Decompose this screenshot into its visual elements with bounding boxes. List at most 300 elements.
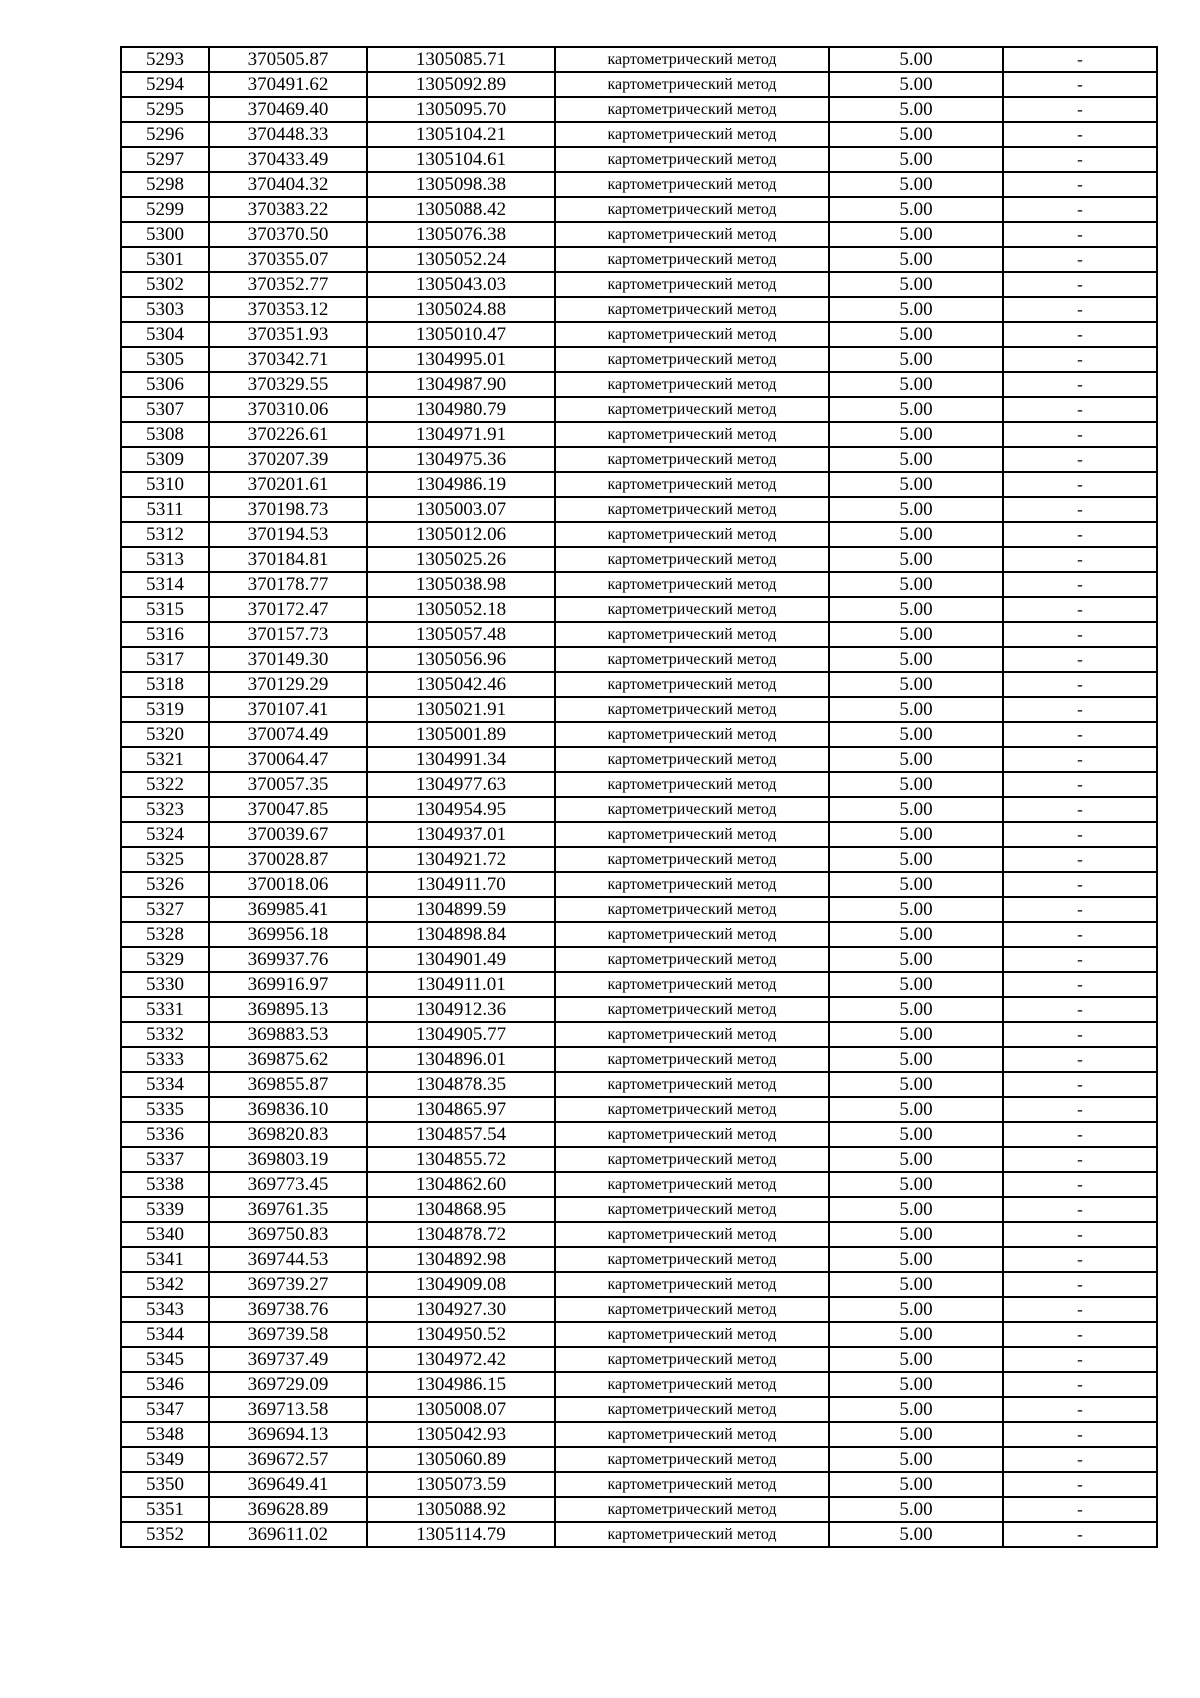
accuracy-cell: 5.00 bbox=[829, 897, 1003, 922]
point-number-cell: 5348 bbox=[121, 1422, 209, 1447]
x-coordinate-cell: 369937.76 bbox=[209, 947, 367, 972]
description-cell: - bbox=[1003, 1472, 1157, 1497]
x-coordinate-cell: 369820.83 bbox=[209, 1122, 367, 1147]
table-row bbox=[121, 1372, 1157, 1397]
method-cell: картометрический метод bbox=[555, 172, 829, 197]
x-coordinate-cell: 369803.19 bbox=[209, 1147, 367, 1172]
table-row bbox=[121, 1322, 1157, 1347]
description-cell: - bbox=[1003, 197, 1157, 222]
point-number-cell: 5310 bbox=[121, 472, 209, 497]
table-row bbox=[121, 522, 1157, 547]
x-coordinate-cell: 369729.09 bbox=[209, 1372, 367, 1397]
table-row bbox=[121, 1497, 1157, 1522]
description-cell: - bbox=[1003, 997, 1157, 1022]
table-row bbox=[121, 1472, 1157, 1497]
point-number-cell: 5328 bbox=[121, 922, 209, 947]
method-cell: картометрический метод bbox=[555, 1297, 829, 1322]
method-cell: картометрический метод bbox=[555, 247, 829, 272]
x-coordinate-cell: 369883.53 bbox=[209, 1022, 367, 1047]
accuracy-cell: 5.00 bbox=[829, 772, 1003, 797]
table-row bbox=[121, 347, 1157, 372]
table-row bbox=[121, 447, 1157, 472]
accuracy-cell: 5.00 bbox=[829, 1472, 1003, 1497]
description-cell: - bbox=[1003, 422, 1157, 447]
description-cell: - bbox=[1003, 1247, 1157, 1272]
point-number-cell: 5341 bbox=[121, 1247, 209, 1272]
method-cell: картометрический метод bbox=[555, 972, 829, 997]
point-number-cell: 5335 bbox=[121, 1097, 209, 1122]
accuracy-cell: 5.00 bbox=[829, 1122, 1003, 1147]
y-coordinate-cell: 1304911.70 bbox=[367, 872, 555, 897]
y-coordinate-cell: 1305057.48 bbox=[367, 622, 555, 647]
point-number-cell: 5300 bbox=[121, 222, 209, 247]
table-row bbox=[121, 1347, 1157, 1372]
table-row bbox=[121, 97, 1157, 122]
x-coordinate-cell: 370018.06 bbox=[209, 872, 367, 897]
method-cell: картометрический метод bbox=[555, 572, 829, 597]
y-coordinate-cell: 1304987.90 bbox=[367, 372, 555, 397]
point-number-cell: 5295 bbox=[121, 97, 209, 122]
method-cell: картометрический метод bbox=[555, 522, 829, 547]
description-cell: - bbox=[1003, 72, 1157, 97]
accuracy-cell: 5.00 bbox=[829, 1497, 1003, 1522]
method-cell: картометрический метод bbox=[555, 347, 829, 372]
coordinates-table-body bbox=[121, 47, 1157, 1547]
accuracy-cell: 5.00 bbox=[829, 1247, 1003, 1272]
description-cell: - bbox=[1003, 47, 1157, 72]
method-cell: картометрический метод bbox=[555, 272, 829, 297]
x-coordinate-cell: 370353.12 bbox=[209, 297, 367, 322]
y-coordinate-cell: 1304950.52 bbox=[367, 1322, 555, 1347]
y-coordinate-cell: 1304911.01 bbox=[367, 972, 555, 997]
point-number-cell: 5343 bbox=[121, 1297, 209, 1322]
point-number-cell: 5311 bbox=[121, 497, 209, 522]
y-coordinate-cell: 1305073.59 bbox=[367, 1472, 555, 1497]
x-coordinate-cell: 369761.35 bbox=[209, 1197, 367, 1222]
method-cell: картометрический метод bbox=[555, 397, 829, 422]
x-coordinate-cell: 370107.41 bbox=[209, 697, 367, 722]
accuracy-cell: 5.00 bbox=[829, 1422, 1003, 1447]
y-coordinate-cell: 1304912.36 bbox=[367, 997, 555, 1022]
y-coordinate-cell: 1304878.35 bbox=[367, 1072, 555, 1097]
method-cell: картометрический метод bbox=[555, 1172, 829, 1197]
accuracy-cell: 5.00 bbox=[829, 1447, 1003, 1472]
table-row bbox=[121, 547, 1157, 572]
method-cell: картометрический метод bbox=[555, 922, 829, 947]
table-row bbox=[121, 222, 1157, 247]
description-cell: - bbox=[1003, 547, 1157, 572]
accuracy-cell: 5.00 bbox=[829, 447, 1003, 472]
y-coordinate-cell: 1304899.59 bbox=[367, 897, 555, 922]
x-coordinate-cell: 369895.13 bbox=[209, 997, 367, 1022]
y-coordinate-cell: 1304855.72 bbox=[367, 1147, 555, 1172]
point-number-cell: 5347 bbox=[121, 1397, 209, 1422]
accuracy-cell: 5.00 bbox=[829, 147, 1003, 172]
accuracy-cell: 5.00 bbox=[829, 547, 1003, 572]
description-cell: - bbox=[1003, 922, 1157, 947]
description-cell: - bbox=[1003, 1147, 1157, 1172]
method-cell: картометрический метод bbox=[555, 1522, 829, 1547]
table-row bbox=[121, 797, 1157, 822]
description-cell: - bbox=[1003, 347, 1157, 372]
point-number-cell: 5346 bbox=[121, 1372, 209, 1397]
table-row bbox=[121, 1122, 1157, 1147]
table-row bbox=[121, 947, 1157, 972]
accuracy-cell: 5.00 bbox=[829, 497, 1003, 522]
accuracy-cell: 5.00 bbox=[829, 1197, 1003, 1222]
y-coordinate-cell: 1304878.72 bbox=[367, 1222, 555, 1247]
y-coordinate-cell: 1304937.01 bbox=[367, 822, 555, 847]
accuracy-cell: 5.00 bbox=[829, 272, 1003, 297]
table-row bbox=[121, 172, 1157, 197]
table-row bbox=[121, 1147, 1157, 1172]
accuracy-cell: 5.00 bbox=[829, 997, 1003, 1022]
description-cell: - bbox=[1003, 1197, 1157, 1222]
x-coordinate-cell: 370207.39 bbox=[209, 447, 367, 472]
table-row bbox=[121, 397, 1157, 422]
description-cell: - bbox=[1003, 1447, 1157, 1472]
table-row bbox=[121, 497, 1157, 522]
point-number-cell: 5316 bbox=[121, 622, 209, 647]
point-number-cell: 5349 bbox=[121, 1447, 209, 1472]
description-cell: - bbox=[1003, 647, 1157, 672]
accuracy-cell: 5.00 bbox=[829, 372, 1003, 397]
y-coordinate-cell: 1305038.98 bbox=[367, 572, 555, 597]
x-coordinate-cell: 370355.07 bbox=[209, 247, 367, 272]
accuracy-cell: 5.00 bbox=[829, 72, 1003, 97]
description-cell: - bbox=[1003, 372, 1157, 397]
x-coordinate-cell: 369672.57 bbox=[209, 1447, 367, 1472]
description-cell: - bbox=[1003, 1222, 1157, 1247]
y-coordinate-cell: 1305042.93 bbox=[367, 1422, 555, 1447]
method-cell: картометрический метод bbox=[555, 372, 829, 397]
point-number-cell: 5342 bbox=[121, 1272, 209, 1297]
accuracy-cell: 5.00 bbox=[829, 872, 1003, 897]
method-cell: картометрический метод bbox=[555, 147, 829, 172]
point-number-cell: 5299 bbox=[121, 197, 209, 222]
accuracy-cell: 5.00 bbox=[829, 247, 1003, 272]
description-cell: - bbox=[1003, 1322, 1157, 1347]
x-coordinate-cell: 370491.62 bbox=[209, 72, 367, 97]
point-number-cell: 5352 bbox=[121, 1522, 209, 1547]
point-number-cell: 5339 bbox=[121, 1197, 209, 1222]
accuracy-cell: 5.00 bbox=[829, 1147, 1003, 1172]
table-row bbox=[121, 1272, 1157, 1297]
table-row bbox=[121, 1397, 1157, 1422]
method-cell: картометрический метод bbox=[555, 622, 829, 647]
table-row bbox=[121, 697, 1157, 722]
description-cell: - bbox=[1003, 122, 1157, 147]
method-cell: картометрический метод bbox=[555, 1322, 829, 1347]
y-coordinate-cell: 1305025.26 bbox=[367, 547, 555, 572]
description-cell: - bbox=[1003, 1372, 1157, 1397]
point-number-cell: 5312 bbox=[121, 522, 209, 547]
accuracy-cell: 5.00 bbox=[829, 1047, 1003, 1072]
accuracy-cell: 5.00 bbox=[829, 472, 1003, 497]
x-coordinate-cell: 369916.97 bbox=[209, 972, 367, 997]
x-coordinate-cell: 370505.87 bbox=[209, 47, 367, 72]
description-cell: - bbox=[1003, 1097, 1157, 1122]
method-cell: картометрический метод bbox=[555, 1097, 829, 1122]
description-cell: - bbox=[1003, 322, 1157, 347]
point-number-cell: 5303 bbox=[121, 297, 209, 322]
x-coordinate-cell: 370198.73 bbox=[209, 497, 367, 522]
x-coordinate-cell: 370351.93 bbox=[209, 322, 367, 347]
x-coordinate-cell: 369744.53 bbox=[209, 1247, 367, 1272]
description-cell: - bbox=[1003, 747, 1157, 772]
description-cell: - bbox=[1003, 497, 1157, 522]
table-row bbox=[121, 622, 1157, 647]
accuracy-cell: 5.00 bbox=[829, 672, 1003, 697]
table-row bbox=[121, 847, 1157, 872]
description-cell: - bbox=[1003, 1072, 1157, 1097]
method-cell: картометрический метод bbox=[555, 997, 829, 1022]
accuracy-cell: 5.00 bbox=[829, 922, 1003, 947]
y-coordinate-cell: 1304954.95 bbox=[367, 797, 555, 822]
x-coordinate-cell: 369855.87 bbox=[209, 1072, 367, 1097]
y-coordinate-cell: 1305024.88 bbox=[367, 297, 555, 322]
y-coordinate-cell: 1305001.89 bbox=[367, 722, 555, 747]
accuracy-cell: 5.00 bbox=[829, 722, 1003, 747]
description-cell: - bbox=[1003, 1172, 1157, 1197]
accuracy-cell: 5.00 bbox=[829, 1072, 1003, 1097]
accuracy-cell: 5.00 bbox=[829, 847, 1003, 872]
point-number-cell: 5338 bbox=[121, 1172, 209, 1197]
x-coordinate-cell: 370404.32 bbox=[209, 172, 367, 197]
method-cell: картометрический метод bbox=[555, 697, 829, 722]
y-coordinate-cell: 1305085.71 bbox=[367, 47, 555, 72]
table-row bbox=[121, 247, 1157, 272]
accuracy-cell: 5.00 bbox=[829, 947, 1003, 972]
description-cell: - bbox=[1003, 172, 1157, 197]
x-coordinate-cell: 370383.22 bbox=[209, 197, 367, 222]
point-number-cell: 5330 bbox=[121, 972, 209, 997]
y-coordinate-cell: 1304975.36 bbox=[367, 447, 555, 472]
accuracy-cell: 5.00 bbox=[829, 522, 1003, 547]
y-coordinate-cell: 1304865.97 bbox=[367, 1097, 555, 1122]
method-cell: картометрический метод bbox=[555, 772, 829, 797]
point-number-cell: 5344 bbox=[121, 1322, 209, 1347]
accuracy-cell: 5.00 bbox=[829, 647, 1003, 672]
x-coordinate-cell: 370433.49 bbox=[209, 147, 367, 172]
method-cell: картометрический метод bbox=[555, 1272, 829, 1297]
table-row bbox=[121, 772, 1157, 797]
point-number-cell: 5315 bbox=[121, 597, 209, 622]
y-coordinate-cell: 1305092.89 bbox=[367, 72, 555, 97]
table-row bbox=[121, 572, 1157, 597]
point-number-cell: 5317 bbox=[121, 647, 209, 672]
point-number-cell: 5318 bbox=[121, 672, 209, 697]
y-coordinate-cell: 1305114.79 bbox=[367, 1522, 555, 1547]
table-row bbox=[121, 472, 1157, 497]
point-number-cell: 5321 bbox=[121, 747, 209, 772]
point-number-cell: 5298 bbox=[121, 172, 209, 197]
point-number-cell: 5337 bbox=[121, 1147, 209, 1172]
point-number-cell: 5305 bbox=[121, 347, 209, 372]
accuracy-cell: 5.00 bbox=[829, 1297, 1003, 1322]
x-coordinate-cell: 370039.67 bbox=[209, 822, 367, 847]
accuracy-cell: 5.00 bbox=[829, 297, 1003, 322]
table-row bbox=[121, 1522, 1157, 1547]
point-number-cell: 5307 bbox=[121, 397, 209, 422]
x-coordinate-cell: 369956.18 bbox=[209, 922, 367, 947]
x-coordinate-cell: 370057.35 bbox=[209, 772, 367, 797]
point-number-cell: 5301 bbox=[121, 247, 209, 272]
method-cell: картометрический метод bbox=[555, 647, 829, 672]
point-number-cell: 5336 bbox=[121, 1122, 209, 1147]
accuracy-cell: 5.00 bbox=[829, 1172, 1003, 1197]
x-coordinate-cell: 370310.06 bbox=[209, 397, 367, 422]
x-coordinate-cell: 370028.87 bbox=[209, 847, 367, 872]
accuracy-cell: 5.00 bbox=[829, 1322, 1003, 1347]
point-number-cell: 5340 bbox=[121, 1222, 209, 1247]
method-cell: картометрический метод bbox=[555, 872, 829, 897]
accuracy-cell: 5.00 bbox=[829, 1372, 1003, 1397]
x-coordinate-cell: 369739.58 bbox=[209, 1322, 367, 1347]
point-number-cell: 5308 bbox=[121, 422, 209, 447]
y-coordinate-cell: 1304980.79 bbox=[367, 397, 555, 422]
x-coordinate-cell: 369875.62 bbox=[209, 1047, 367, 1072]
x-coordinate-cell: 369694.13 bbox=[209, 1422, 367, 1447]
x-coordinate-cell: 370329.55 bbox=[209, 372, 367, 397]
method-cell: картометрический метод bbox=[555, 1472, 829, 1497]
point-number-cell: 5327 bbox=[121, 897, 209, 922]
y-coordinate-cell: 1305010.47 bbox=[367, 322, 555, 347]
x-coordinate-cell: 370184.81 bbox=[209, 547, 367, 572]
description-cell: - bbox=[1003, 1022, 1157, 1047]
method-cell: картометрический метод bbox=[555, 72, 829, 97]
table-row bbox=[121, 322, 1157, 347]
table-row bbox=[121, 372, 1157, 397]
accuracy-cell: 5.00 bbox=[829, 197, 1003, 222]
x-coordinate-cell: 370157.73 bbox=[209, 622, 367, 647]
y-coordinate-cell: 1305104.61 bbox=[367, 147, 555, 172]
accuracy-cell: 5.00 bbox=[829, 972, 1003, 997]
y-coordinate-cell: 1304995.01 bbox=[367, 347, 555, 372]
method-cell: картометрический метод bbox=[555, 122, 829, 147]
point-number-cell: 5293 bbox=[121, 47, 209, 72]
accuracy-cell: 5.00 bbox=[829, 822, 1003, 847]
y-coordinate-cell: 1304896.01 bbox=[367, 1047, 555, 1072]
method-cell: картометрический метод bbox=[555, 1247, 829, 1272]
table-row bbox=[121, 672, 1157, 697]
method-cell: картометрический метод bbox=[555, 722, 829, 747]
y-coordinate-cell: 1305104.21 bbox=[367, 122, 555, 147]
method-cell: картометрический метод bbox=[555, 1397, 829, 1422]
x-coordinate-cell: 370149.30 bbox=[209, 647, 367, 672]
method-cell: картометрический метод bbox=[555, 322, 829, 347]
description-cell: - bbox=[1003, 1047, 1157, 1072]
method-cell: картометрический метод bbox=[555, 1372, 829, 1397]
method-cell: картометрический метод bbox=[555, 297, 829, 322]
y-coordinate-cell: 1305088.42 bbox=[367, 197, 555, 222]
method-cell: картометрический метод bbox=[555, 1072, 829, 1097]
table-row bbox=[121, 922, 1157, 947]
y-coordinate-cell: 1304857.54 bbox=[367, 1122, 555, 1147]
accuracy-cell: 5.00 bbox=[829, 1272, 1003, 1297]
x-coordinate-cell: 370342.71 bbox=[209, 347, 367, 372]
accuracy-cell: 5.00 bbox=[829, 122, 1003, 147]
description-cell: - bbox=[1003, 1297, 1157, 1322]
y-coordinate-cell: 1304977.63 bbox=[367, 772, 555, 797]
description-cell: - bbox=[1003, 97, 1157, 122]
y-coordinate-cell: 1305008.07 bbox=[367, 1397, 555, 1422]
x-coordinate-cell: 370226.61 bbox=[209, 422, 367, 447]
y-coordinate-cell: 1304986.19 bbox=[367, 472, 555, 497]
method-cell: картометрический метод bbox=[555, 1022, 829, 1047]
method-cell: картометрический метод bbox=[555, 672, 829, 697]
table-row bbox=[121, 422, 1157, 447]
description-cell: - bbox=[1003, 672, 1157, 697]
accuracy-cell: 5.00 bbox=[829, 422, 1003, 447]
accuracy-cell: 5.00 bbox=[829, 172, 1003, 197]
point-number-cell: 5297 bbox=[121, 147, 209, 172]
y-coordinate-cell: 1305056.96 bbox=[367, 647, 555, 672]
x-coordinate-cell: 369649.41 bbox=[209, 1472, 367, 1497]
y-coordinate-cell: 1305003.07 bbox=[367, 497, 555, 522]
y-coordinate-cell: 1305060.89 bbox=[367, 1447, 555, 1472]
table-row bbox=[121, 647, 1157, 672]
y-coordinate-cell: 1304909.08 bbox=[367, 1272, 555, 1297]
accuracy-cell: 5.00 bbox=[829, 347, 1003, 372]
method-cell: картометрический метод bbox=[555, 1122, 829, 1147]
method-cell: картометрический метод bbox=[555, 1222, 829, 1247]
accuracy-cell: 5.00 bbox=[829, 1522, 1003, 1547]
point-number-cell: 5304 bbox=[121, 322, 209, 347]
y-coordinate-cell: 1305098.38 bbox=[367, 172, 555, 197]
description-cell: - bbox=[1003, 572, 1157, 597]
x-coordinate-cell: 370370.50 bbox=[209, 222, 367, 247]
accuracy-cell: 5.00 bbox=[829, 1397, 1003, 1422]
x-coordinate-cell: 369738.76 bbox=[209, 1297, 367, 1322]
method-cell: картометрический метод bbox=[555, 822, 829, 847]
accuracy-cell: 5.00 bbox=[829, 622, 1003, 647]
table-row bbox=[121, 972, 1157, 997]
accuracy-cell: 5.00 bbox=[829, 322, 1003, 347]
point-number-cell: 5302 bbox=[121, 272, 209, 297]
description-cell: - bbox=[1003, 1497, 1157, 1522]
accuracy-cell: 5.00 bbox=[829, 572, 1003, 597]
description-cell: - bbox=[1003, 897, 1157, 922]
point-number-cell: 5296 bbox=[121, 122, 209, 147]
x-coordinate-cell: 369985.41 bbox=[209, 897, 367, 922]
description-cell: - bbox=[1003, 872, 1157, 897]
x-coordinate-cell: 369750.83 bbox=[209, 1222, 367, 1247]
description-cell: - bbox=[1003, 222, 1157, 247]
table-row bbox=[121, 1422, 1157, 1447]
table-row bbox=[121, 1097, 1157, 1122]
description-cell: - bbox=[1003, 1347, 1157, 1372]
method-cell: картометрический метод bbox=[555, 422, 829, 447]
y-coordinate-cell: 1305088.92 bbox=[367, 1497, 555, 1522]
description-cell: - bbox=[1003, 772, 1157, 797]
method-cell: картометрический метод bbox=[555, 1047, 829, 1072]
description-cell: - bbox=[1003, 1522, 1157, 1547]
x-coordinate-cell: 369611.02 bbox=[209, 1522, 367, 1547]
x-coordinate-cell: 370448.33 bbox=[209, 122, 367, 147]
x-coordinate-cell: 370178.77 bbox=[209, 572, 367, 597]
point-number-cell: 5319 bbox=[121, 697, 209, 722]
method-cell: картометрический метод bbox=[555, 1497, 829, 1522]
y-coordinate-cell: 1304892.98 bbox=[367, 1247, 555, 1272]
table-row bbox=[121, 72, 1157, 97]
method-cell: картометрический метод bbox=[555, 472, 829, 497]
table-row bbox=[121, 1047, 1157, 1072]
table-row bbox=[121, 1447, 1157, 1472]
table-row bbox=[121, 1297, 1157, 1322]
method-cell: картометрический метод bbox=[555, 222, 829, 247]
y-coordinate-cell: 1304991.34 bbox=[367, 747, 555, 772]
